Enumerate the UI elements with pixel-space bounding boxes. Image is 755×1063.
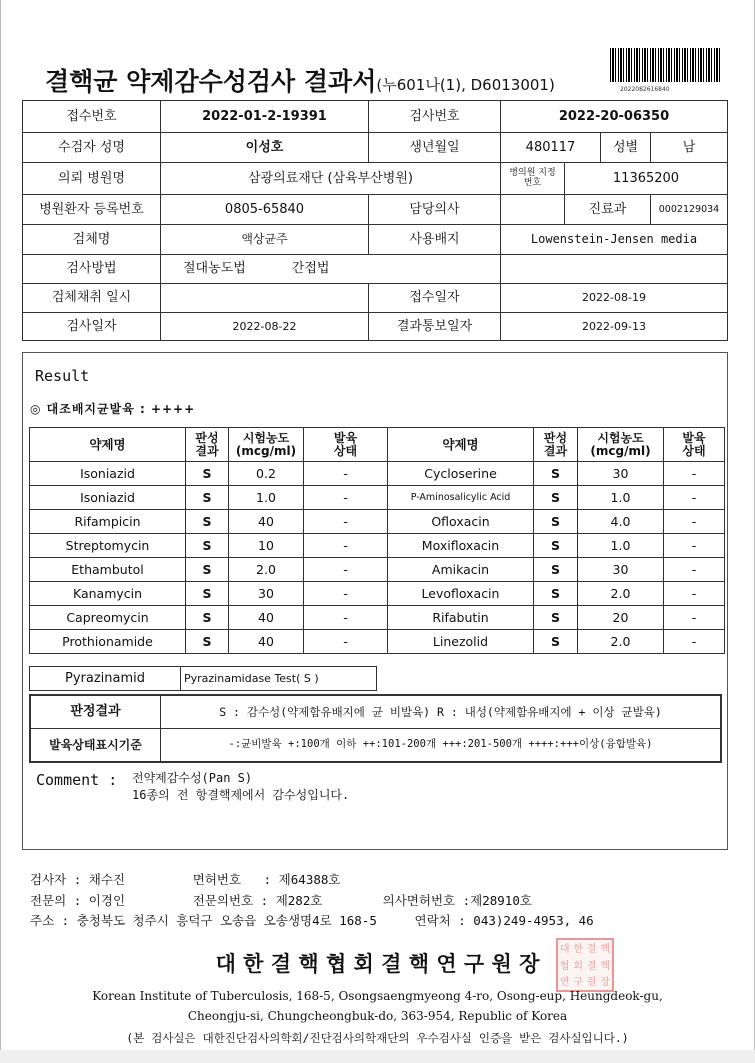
receipt-no-label: 접수번호 <box>22 100 161 133</box>
judge-label: 판정결과 <box>29 694 161 729</box>
drug-growth: - <box>303 533 388 558</box>
drug-concentration: 40 <box>228 629 304 654</box>
drug-growth: - <box>663 461 725 486</box>
specimen: 액상균주 <box>160 224 369 255</box>
drug-name: Amikacin <box>387 557 534 582</box>
medium-label: 사용배지 <box>368 224 501 255</box>
drug-result: S <box>533 533 578 558</box>
drug-growth: - <box>663 485 725 510</box>
receipt-no: 2022-01-2-19391 <box>160 100 369 133</box>
drug-concentration: 2.0 <box>577 629 664 654</box>
document-title: 결핵균 약제감수성검사 결과서(누601나(1), D6013001) <box>45 67 555 96</box>
english-address-1: Korean Institute of Tuberculosis, 168-5, Osongsaengmyeong 4-ro, Osong-eup, Heungdeok-gu, <box>92 989 663 1003</box>
patient-reg: 0805-65840 <box>160 194 369 225</box>
hospital-code-label: 병의원 지정번호 <box>500 162 565 195</box>
address-line: 주소 : 충청북도 청주시 흥덕구 오송읍 오송생명4로 168-5 연락처 : 043)249-4953, 46 <box>30 913 594 928</box>
report-date-label: 결과통보일자 <box>368 312 501 341</box>
drug-concentration: 4.0 <box>577 509 664 534</box>
barcode-number: 2022082616840 <box>620 86 670 93</box>
official-seal <box>556 938 614 992</box>
drug-concentration: 20 <box>577 605 664 630</box>
drug-result: S <box>185 605 229 630</box>
drug-result: S <box>185 557 229 582</box>
drug-name: Rifampicin <box>29 509 186 534</box>
drug-table-header: 발육 상태 <box>303 427 388 462</box>
drug-name: Isoniazid <box>29 461 186 486</box>
drug-concentration: 1.0 <box>577 485 664 510</box>
drug-table-header: 약제명 <box>29 427 186 462</box>
seal-char: 장 <box>600 977 611 989</box>
received: 2022-08-19 <box>500 283 728 313</box>
seal-char: 핵 <box>600 944 611 955</box>
doctor <box>500 194 565 225</box>
drug-growth: - <box>303 509 388 534</box>
drug-result: S <box>185 629 229 654</box>
bottom-strip <box>0 1050 755 1063</box>
drug-growth: - <box>663 557 725 582</box>
drug-concentration: 30 <box>228 581 304 606</box>
drug-table-header: 판성 결과 <box>533 427 578 462</box>
method <box>160 254 501 284</box>
result-heading: Result <box>35 367 90 385</box>
seal-char: 회 <box>573 960 584 972</box>
drug-result: S <box>533 557 578 582</box>
drug-growth: - <box>663 629 725 654</box>
drug-growth: - <box>303 605 388 630</box>
seal-char: 한 <box>573 944 584 955</box>
collect-label: 검체채취 일시 <box>22 283 161 313</box>
drug-concentration: 0.2 <box>228 461 304 486</box>
drug-result: S <box>185 461 229 486</box>
comment-line-1: 전약제감수성(Pan S) <box>132 771 253 785</box>
drug-concentration: 1.0 <box>577 533 664 558</box>
drug-growth: - <box>303 629 388 654</box>
report-date: 2022-09-13 <box>500 312 728 341</box>
drug-result: S <box>185 485 229 510</box>
growth-label: 발육상태표시기준 <box>29 728 161 763</box>
received-label: 접수일자 <box>368 283 501 313</box>
method-label: 검사방법 <box>22 254 161 284</box>
seal-char: 핵 <box>600 960 611 972</box>
drug-result: S <box>533 509 578 534</box>
test-date: 2022-08-22 <box>160 312 369 341</box>
judge-text: S : 감수성(약제함유배지에 균 비발육) R : 내성(약제함유배지에 + 이상 균발육) <box>160 694 722 729</box>
test-date-label: 검사일자 <box>22 312 161 341</box>
barcode <box>610 48 722 82</box>
drug-result: S <box>533 605 578 630</box>
seal-char: 결 <box>586 944 597 955</box>
english-address-2: Cheongju-si, Chungcheongbuk-do, 363-954, Republic of Korea <box>187 1009 568 1023</box>
drug-growth: - <box>303 557 388 582</box>
patient-name: 이성호 <box>160 132 369 163</box>
seal-char: 구 <box>573 977 584 989</box>
drug-name: Prothionamide <box>29 629 186 654</box>
drug-growth: - <box>663 509 725 534</box>
pza-value: Pyrazinamidase Test( S ) <box>180 666 377 691</box>
seal-char: 원 <box>586 977 597 989</box>
doctor-label: 담당의사 <box>368 194 501 225</box>
inspector-line: 검사자 : 채수진 면허번호 : 제64388호 <box>30 872 341 887</box>
drug-result: S <box>533 485 578 510</box>
method-indirect: 간접법 <box>291 261 330 277</box>
drug-concentration: 10 <box>228 533 304 558</box>
drug-table-header: 판성 결과 <box>185 427 229 462</box>
specialist-line: 전문의 : 이경인 전문의번호 : 제282호 의사면허번호 :제28910호 <box>30 893 532 908</box>
test-no-label: 검사번호 <box>368 100 501 133</box>
drug-name: P-Aminosalicylic Acid <box>387 485 534 510</box>
drug-growth: - <box>303 581 388 606</box>
drug-name: Cycloserine <box>387 461 534 486</box>
drug-result: S <box>533 581 578 606</box>
drug-result: S <box>185 509 229 534</box>
method-absolute: 절대농도법 <box>183 261 246 277</box>
hospital-code: 11365200 <box>564 162 728 195</box>
drug-growth: - <box>663 581 725 606</box>
drug-concentration: 2.0 <box>228 557 304 582</box>
drug-growth: - <box>303 461 388 486</box>
comment-line-2: 16종의 전 항결핵제에서 감수성입니다. <box>132 788 350 802</box>
drug-table-header: 약제명 <box>387 427 534 462</box>
birth-label: 생년월일 <box>368 132 501 163</box>
birth: 480117 <box>500 132 601 163</box>
page-edge-left <box>0 0 1 1063</box>
collect <box>160 283 369 313</box>
sex: 남 <box>650 132 728 163</box>
patient-reg-label: 병원환자 등록번호 <box>22 194 161 225</box>
drug-name: Isoniazid <box>29 485 186 510</box>
drug-name: Rifabutin <box>387 605 534 630</box>
specimen-label: 검체명 <box>22 224 161 255</box>
drug-concentration: 1.0 <box>228 485 304 510</box>
drug-growth: - <box>303 485 388 510</box>
hospital-label: 의뢰 병원명 <box>22 162 161 195</box>
drug-result: S <box>185 581 229 606</box>
drug-table-header: 시험농도 (mcg/ml) <box>228 427 304 462</box>
hospital: 삼광의료재단 (삼육부산병원) <box>160 162 501 195</box>
drug-concentration: 40 <box>228 509 304 534</box>
seal-char: 연 <box>559 977 570 989</box>
dept: 0002129034 <box>650 194 728 225</box>
sex-label: 성별 <box>600 132 651 163</box>
pza-label: Pyrazinamid <box>29 666 181 691</box>
drug-growth: - <box>663 605 725 630</box>
drug-concentration: 2.0 <box>577 581 664 606</box>
seal-char: 대 <box>559 944 570 955</box>
drug-result: S <box>185 533 229 558</box>
drug-name: Moxifloxacin <box>387 533 534 558</box>
dept-label: 진료과 <box>564 194 651 225</box>
comment-label: Comment : <box>36 771 118 789</box>
drug-result: S <box>533 629 578 654</box>
seal-char: 결 <box>586 960 597 972</box>
drug-growth: - <box>663 533 725 558</box>
test-no: 2022-20-06350 <box>500 100 728 133</box>
growth-text: -:균비발육 +:100개 이하 ++:101-200개 +++:201-500개 ++++:+++이상(융합발육) <box>160 728 722 763</box>
drug-name: Ethambutol <box>29 557 186 582</box>
drug-name: Kanamycin <box>29 581 186 606</box>
drug-name: Capreomycin <box>29 605 186 630</box>
blank-cell <box>500 254 728 284</box>
medium: Lowenstein-Jensen media <box>500 224 728 255</box>
organization-name: 대 한 결 핵 협 회 결 핵 연 구 원 장 <box>215 952 540 976</box>
certification-note: (본 검사실은 대한진단검사의학회/진단검사의학재단의 우수검사실 인증을 받은 검사실입니다.) <box>126 1031 629 1045</box>
drug-table-header: 시험농도 (mcg/ml) <box>577 427 664 462</box>
control-growth: ◎ 대조배지균발육 : ++++ <box>30 402 196 416</box>
drug-name: Linezolid <box>387 629 534 654</box>
drug-name: Streptomycin <box>29 533 186 558</box>
drug-name: Levofloxacin <box>387 581 534 606</box>
patient-name-label: 수검자 성명 <box>22 132 161 163</box>
drug-concentration: 30 <box>577 557 664 582</box>
drug-table-header: 발육 상태 <box>663 427 725 462</box>
seal-char: 협 <box>559 960 570 972</box>
drug-name: Ofloxacin <box>387 509 534 534</box>
drug-result: S <box>533 461 578 486</box>
drug-concentration: 40 <box>228 605 304 630</box>
drug-concentration: 30 <box>577 461 664 486</box>
